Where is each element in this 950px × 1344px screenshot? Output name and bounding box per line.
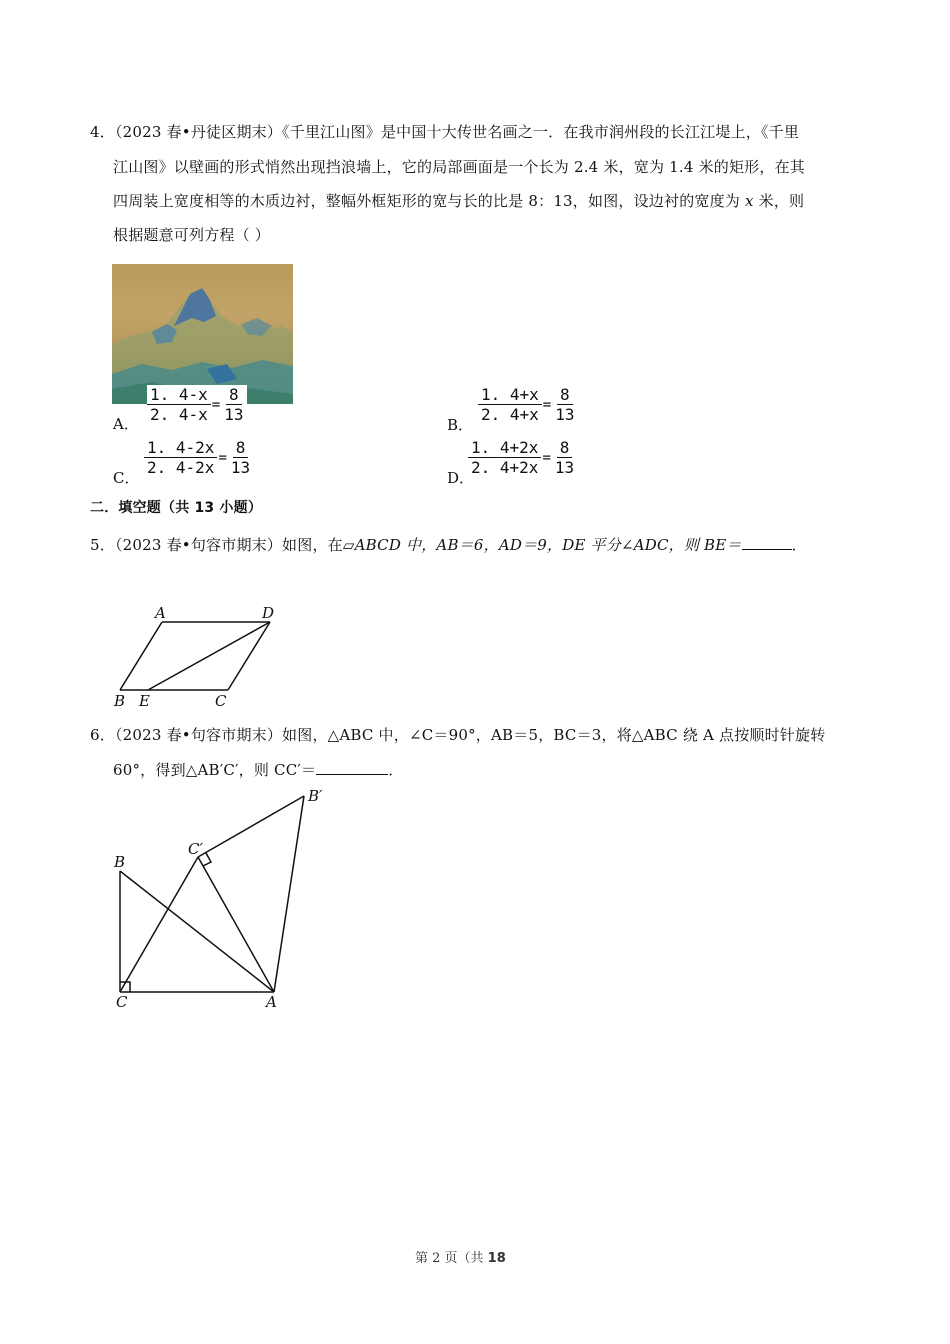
label-a: A (266, 993, 277, 1011)
q5-number: 5． (90, 536, 115, 554)
option-b-numerator: 1. 4+x (478, 385, 542, 405)
q4-text-3-tail: 米，则 (753, 192, 805, 210)
option-b-equation (478, 385, 578, 424)
option-c-equation (144, 438, 253, 477)
q4-line-4: 根据题意可列方程（ ） (113, 226, 270, 244)
option-d-rhs-num: 8 (557, 438, 573, 458)
option-c-rhs-num: 8 (233, 438, 249, 458)
equals-sign: = (211, 396, 221, 413)
option-d-numerator: 1. 4+2x (468, 438, 541, 458)
option-d-label[interactable]: D． (447, 469, 475, 487)
option-c-label[interactable]: C． (113, 469, 140, 487)
q6-text-2: 60°，得到△AB′C′，则 CC′＝ (113, 761, 317, 779)
section-heading: 二．填空题（共 13 小题） (90, 500, 263, 516)
page-indicator: 第 2 页（共 (415, 1251, 488, 1266)
q6-line-2 (113, 760, 403, 780)
option-d-rhs-den: 13 (554, 458, 575, 477)
option-a-denominator: 2. 4-x (150, 405, 208, 424)
q5-prefix: （2023 春•句容市期末）如图，在 (114, 536, 343, 554)
q6-text-1: （2023 春•句容市期末）如图，△ABC 中，∠C＝90°，AB＝5，BC＝3，将△ABC 绕 A 点按顺时针旋转 (114, 726, 826, 744)
option-b-rhs-num: 8 (557, 385, 573, 405)
q4-text-1: （2023 春•丹徒区期末）《千里江山图》是中国十大传世名画之一．在我市润州段的长江江堤上，《千里 (114, 123, 800, 141)
equals-sign: = (542, 396, 552, 413)
q4-text-3: 四周装上宽度相等的木质边衬，整幅外框矩形的宽与长的比是 8：13，如图，设边衬的宽度为 (113, 192, 745, 210)
parallelogram-symbol-icon: ▱ (342, 536, 355, 554)
q6-number: 6． (90, 726, 115, 744)
q6-line-1 (90, 725, 825, 745)
option-c-numerator: 1. 4-2x (144, 438, 217, 458)
label-b: B (114, 853, 126, 871)
option-d-equation (468, 438, 577, 477)
option-c-denominator: 2. 4-2x (147, 458, 215, 477)
label-d: D (262, 604, 275, 622)
equals-sign: = (542, 449, 551, 466)
total-pages: 18 (487, 1251, 506, 1266)
q5-parallelogram-figure (110, 600, 290, 710)
equals-sign: = (218, 449, 227, 466)
option-a-rhs-num: 8 (226, 385, 242, 405)
label-a: A (155, 604, 166, 622)
q6-rotation-figure (100, 785, 340, 1015)
option-a-numerator: 1. 4-x (147, 385, 211, 405)
page-footer (415, 1247, 506, 1266)
option-a-equation (147, 385, 247, 424)
option-c-rhs-den: 13 (230, 458, 251, 477)
label-c: C (116, 993, 128, 1011)
q4-line-3 (113, 191, 804, 211)
option-b-denominator: 2. 4+x (481, 405, 539, 424)
q4-var-x: x (744, 192, 754, 210)
q5-answer-blank[interactable] (742, 535, 792, 550)
q6-end: ． (388, 761, 404, 779)
label-e: E (139, 692, 150, 710)
q4-number: 4． (90, 123, 115, 141)
q6-answer-blank[interactable] (316, 760, 388, 775)
label-c-prime: C′ (188, 840, 203, 858)
option-b-rhs-den: 13 (555, 405, 575, 424)
option-a-label[interactable]: A． (113, 415, 139, 433)
q5-condition: ABCD 中，AB＝6，AD＝9，DE 平分∠ADC，则 BE＝ (354, 536, 742, 554)
q5-text (90, 535, 807, 555)
option-a-rhs-den: 13 (224, 405, 244, 424)
label-c: C (215, 692, 227, 710)
q5-end: ． (791, 536, 807, 554)
label-b-prime: B′ (308, 787, 323, 805)
label-b: B (114, 692, 126, 710)
landscape-illustration (112, 264, 293, 404)
option-b-label[interactable]: B． (447, 416, 474, 434)
option-d-denominator: 2. 4+2x (471, 458, 539, 477)
q4-line-2: 江山图》以壁画的形式悄然出现挡浪墙上，它的局部画面是一个长为 2.4 米，宽为 1.4 米的矩形，在其 (113, 158, 805, 176)
q4-line-1 (90, 122, 799, 142)
painting-image (112, 264, 293, 404)
